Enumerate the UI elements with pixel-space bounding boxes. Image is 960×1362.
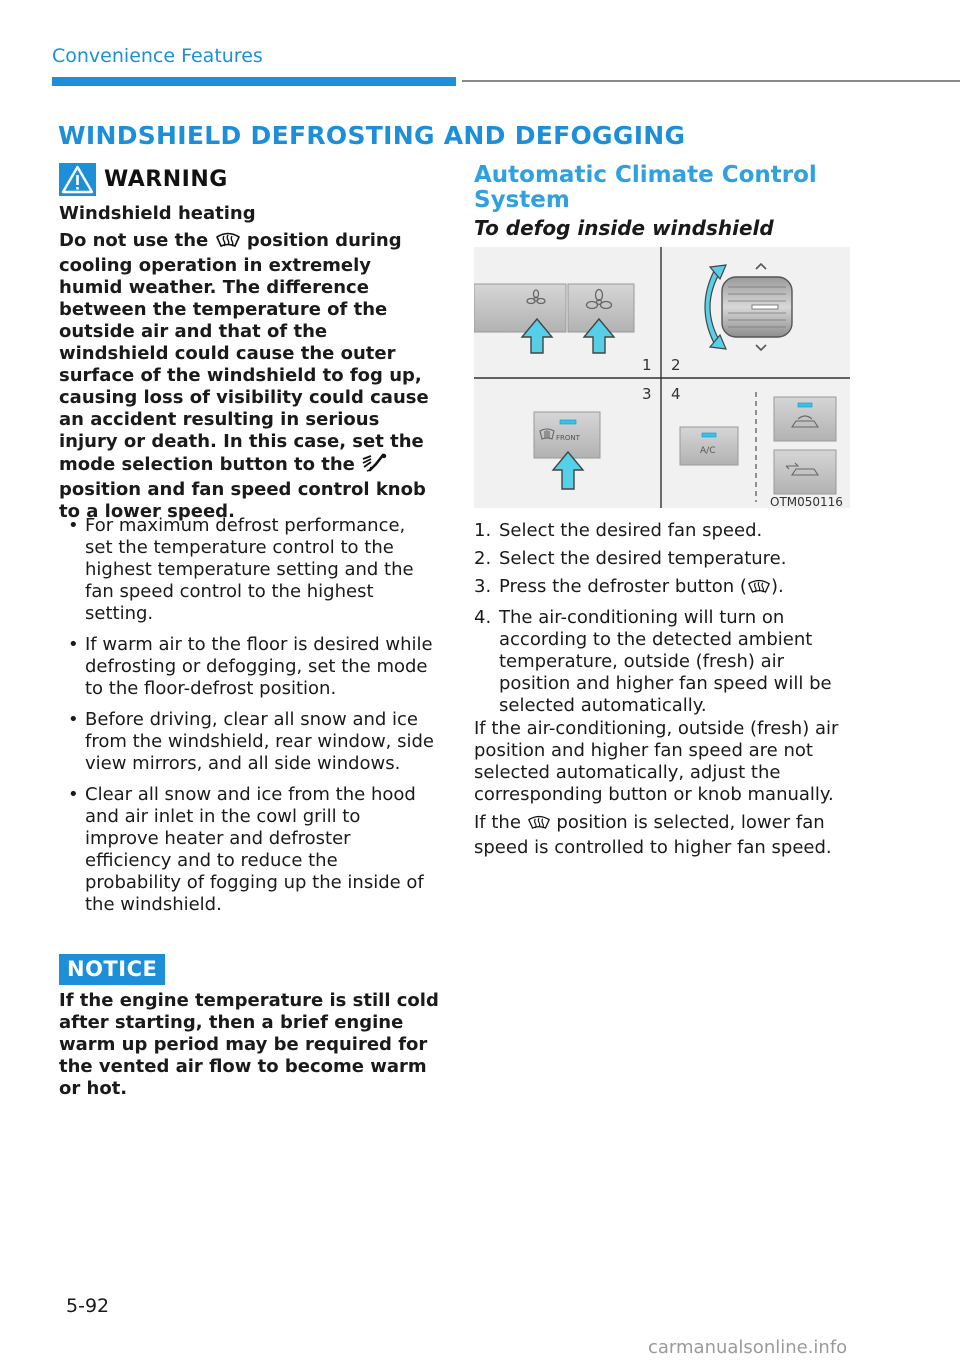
notice-label: NOTICE xyxy=(59,954,165,985)
warning-subtitle: Windshield heating xyxy=(59,203,256,224)
list-item: • Before driving, clear all snow and ice from the windshield, rear window, side view mirrors, and all side windows. xyxy=(68,709,438,775)
list-item xyxy=(474,520,850,542)
notice-text: If the engine temperature is still cold after starting, then a brief engine warm up period may be required for the vented air flow to become warm or hot. xyxy=(59,990,439,1099)
step-text: ). xyxy=(770,576,784,597)
paragraph-text: position is selected, lower fan speed is controlled to higher fan speed. xyxy=(474,812,832,858)
fan-down-button-figure xyxy=(474,284,566,332)
fresh-air-button-figure xyxy=(774,450,836,494)
front-label: FRONT xyxy=(556,434,580,442)
step-number: 2. xyxy=(474,548,492,569)
figure-code: OTM050116 xyxy=(770,495,843,509)
step-text: Select the desired fan speed. xyxy=(499,520,763,541)
header-rule-accent xyxy=(52,77,456,86)
warning-icon xyxy=(59,163,96,196)
list-item: • For maximum defrost performance, set the temperature control to the highest temperature setting and the fan speed control to the highest setting. xyxy=(68,515,438,625)
step-number: 3. xyxy=(474,576,492,597)
subsection-subtitle: To defog inside windshield xyxy=(474,216,774,240)
section-title: WINDSHIELD DEFROSTING AND DEFOGGING xyxy=(58,121,686,150)
page-number: 5-92 xyxy=(66,1295,110,1317)
ac-label: A/C xyxy=(700,446,716,456)
tips-list xyxy=(68,515,438,925)
step-text: Press the defroster button ( xyxy=(499,576,747,597)
step-number: 4. xyxy=(474,607,492,628)
header-rule xyxy=(462,80,960,82)
chapter-title: Convenience Features xyxy=(52,45,263,67)
callout-3: 3 xyxy=(642,385,652,403)
callout-2: 2 xyxy=(671,356,681,374)
step-number: 1. xyxy=(474,520,492,541)
list-item: • If warm air to the floor is desired while defrosting or defogging, set the mode to the floor-defrost position. xyxy=(68,634,438,700)
front-defrost-icon xyxy=(747,578,771,601)
list-item xyxy=(474,576,850,601)
step-text: Select the desired temperature. xyxy=(499,548,787,569)
list-item: • Clear all snow and ice from the hood and air inlet in the cowl grill to improve heater and defroster efficiency and to reduce the probability of fogging up the inside of the windshield. xyxy=(68,784,438,916)
floor-defrost-mode-icon xyxy=(361,453,389,479)
callout-1: 1 xyxy=(642,356,652,374)
warning-text-part-2: position during cooling operation in extremely humid weather. The difference between the temperature of the outside air and that of the windshield could cause the outer surface of the windshield to fog up, causing loss of visibility could cause an accident resulting in serious injury or death. In this case, set the mode selection button to the xyxy=(59,230,429,475)
warning-text xyxy=(59,230,439,523)
list-item xyxy=(474,607,850,717)
front-defrost-icon xyxy=(215,231,241,255)
paragraph-text: If the xyxy=(474,812,521,833)
warning-label: WARNING xyxy=(104,167,228,192)
fan-speed-paragraph xyxy=(474,812,850,859)
subsection-title: Automatic Climate Control System xyxy=(474,162,817,213)
callout-4: 4 xyxy=(671,385,681,403)
warning-text-part-3: position and fan speed control knob to a lower speed. xyxy=(59,479,426,522)
step-text: The air-conditioning will turn on according to the detected ambient temperature, outside (fresh) air position and higher fan speed will be selected automatically. xyxy=(499,607,832,716)
control-panel-figure xyxy=(474,247,850,508)
front-defrost-icon xyxy=(527,814,551,837)
steps-list xyxy=(474,520,850,723)
list-item xyxy=(474,548,850,570)
manual-adjust-paragraph: If the air-conditioning, outside (fresh) air position and higher fan speed are not selected automatically, adjust the corresponding button or knob manually. xyxy=(474,718,839,805)
warning-text-part-1: Do not use the xyxy=(59,230,209,251)
watermark: carmanualsonline.info xyxy=(648,1337,848,1358)
